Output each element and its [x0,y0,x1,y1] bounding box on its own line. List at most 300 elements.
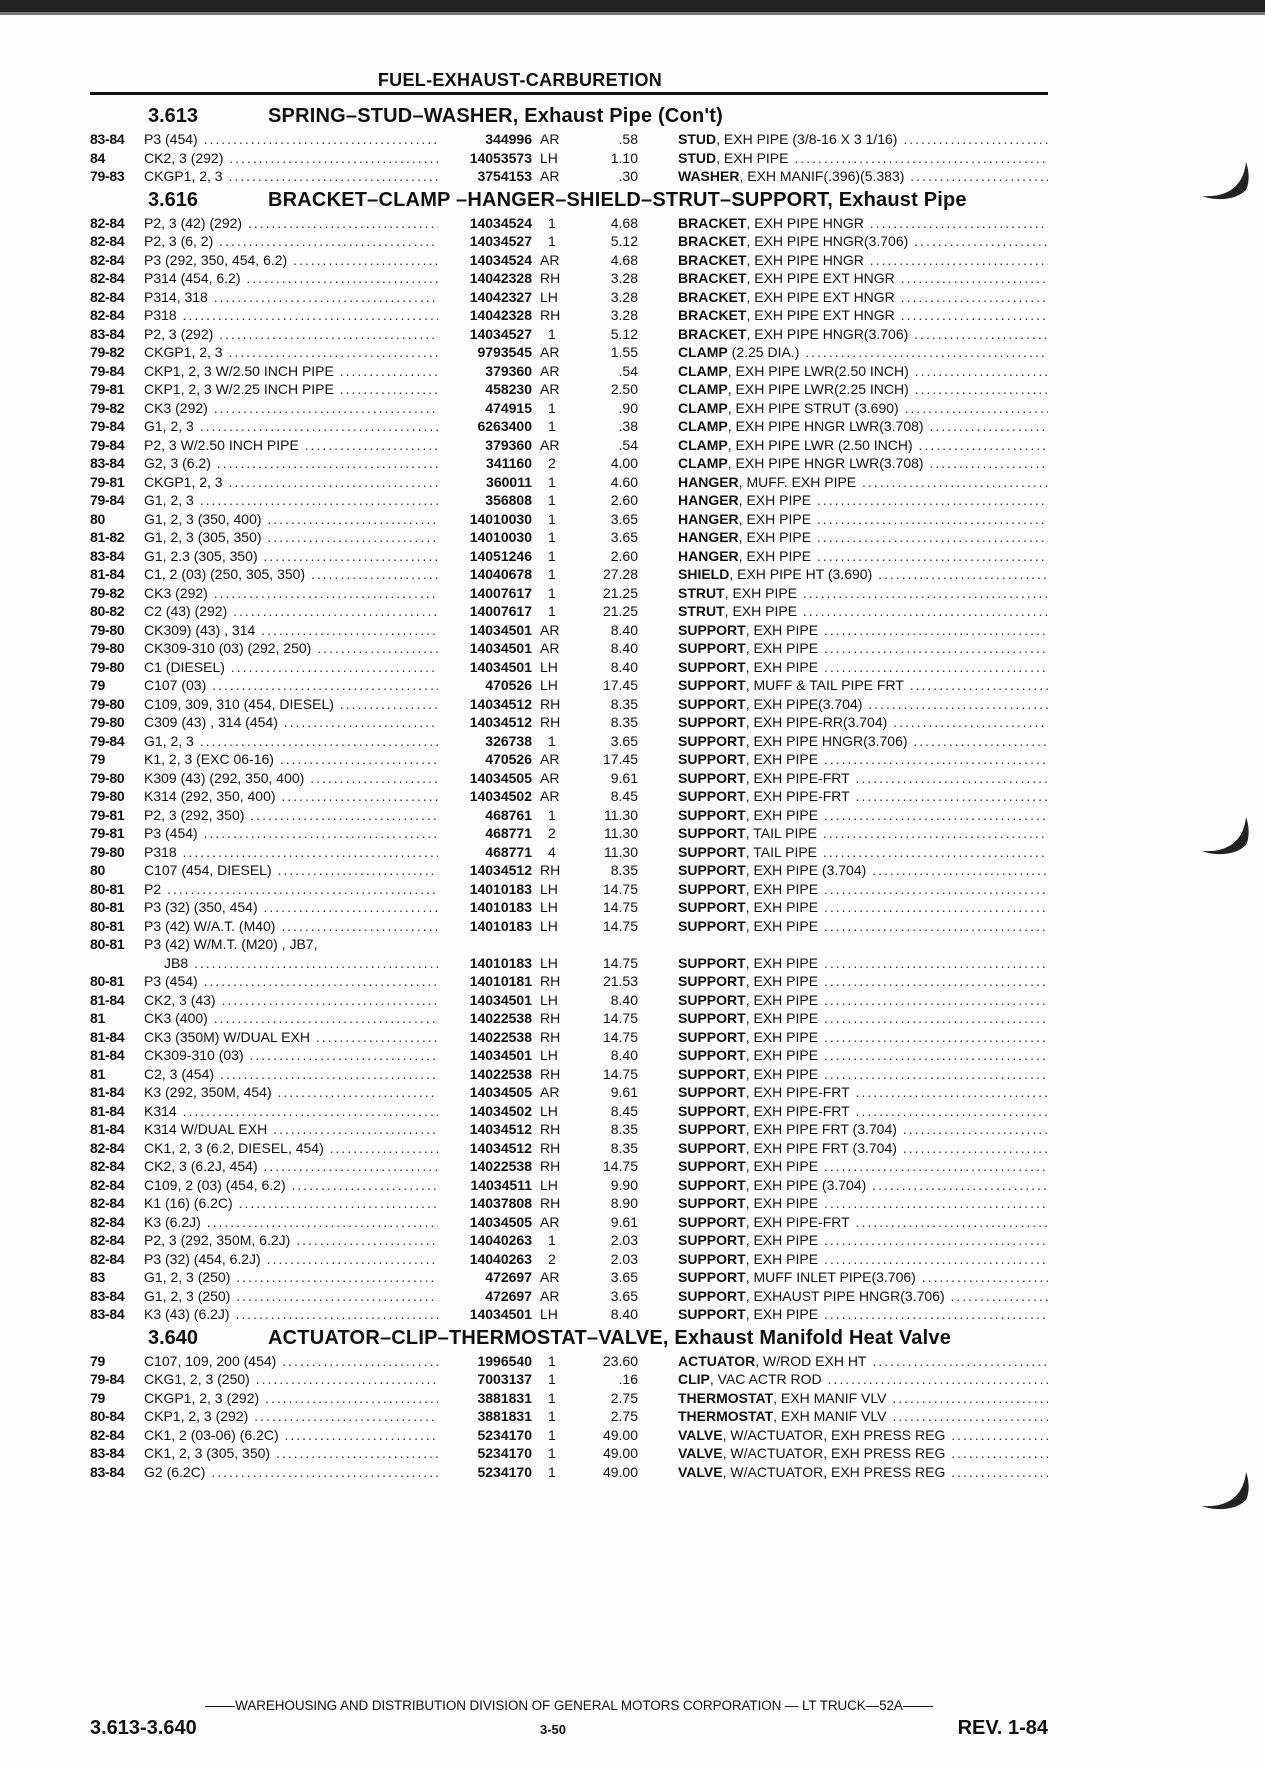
part-number: 458230 [485,381,532,397]
quantity: 1 [548,1232,556,1248]
price: 4.00 [610,455,638,471]
part-description [678,972,1048,991]
model-years: 79-80 [90,788,125,804]
model-years: 81-84 [90,1084,125,1100]
part-description [678,473,1048,492]
part-detail: , EXH PIPE [724,584,798,601]
part-description [678,1250,1048,1269]
model-years: 82-84 [90,307,125,323]
model-years: 82-84 [90,1250,125,1267]
model-applicability: CK309) (43) , 314 ..... [144,621,438,640]
quantity: LH [540,954,558,971]
part-number: 14034501 [469,991,532,1008]
part-number: 3881831 [477,1389,532,1406]
price: 2.50 [610,381,638,397]
parts-row [90,565,1048,584]
model-years: 79-80 [90,658,125,675]
part-number: 14034501 [469,658,532,675]
part-description [678,269,1048,288]
section-number: 3.640 [148,1326,199,1349]
model-applicability: P314, 318 ..... [144,288,438,307]
price: .58 [618,131,638,147]
page-title: FUEL-EXHAUST-CARBURETION [377,70,663,90]
model-applicability: K3 (6.2J) ..... [144,1213,438,1232]
price: .90 [618,399,638,416]
part-description [678,362,1048,381]
part-name: SUPPORT [678,695,746,712]
quantity: AR [540,1213,560,1230]
part-description [678,769,1048,788]
model-years: 79-84 [90,492,125,508]
part-number: 14034524 [469,251,532,268]
part-number: 14010183 [469,880,532,897]
part-description [678,1157,1048,1176]
quantity: RH [540,270,561,286]
quantity: 1 [548,529,556,545]
model-years: 83-84 [90,1306,125,1322]
part-detail: , EXH PIPE [745,880,819,897]
price: 8.35 [610,695,638,712]
parts-row [90,1463,1048,1482]
price: 3.28 [610,307,638,323]
part-description [678,1213,1048,1232]
part-description [678,288,1048,307]
model-years: 80-81 [90,899,125,915]
quantity: LH [540,1176,558,1193]
price: 27.28 [602,566,638,582]
part-description [678,1028,1048,1047]
model-years: 80-81 [90,880,125,897]
price: 2.03 [610,1232,638,1248]
part-number: 14034512 [469,714,532,730]
part-detail: , EXH PIPE LWR(2.25 INCH) [727,381,909,397]
part-number: 1996540 [477,1352,532,1369]
model-applicability: P3 (454) ..... [144,972,438,991]
part-description [678,676,1048,695]
part-detail: , EXH MANIF(.396)(5.383) [739,168,905,184]
part-name: STRUT [678,603,725,619]
footer-page-number: 3-50 [540,1722,567,1737]
part-number: 14010030 [469,529,532,545]
quantity: 1 [548,233,556,249]
part-name: SUPPORT [678,1028,746,1045]
quantity: AR [540,769,560,786]
part-number: 14042328 [469,307,532,323]
parts-row [90,1231,1048,1250]
section-title: BRACKET–CLAMP –HANGER–SHIELD–STRUT–SUPPORT, Exhaust Pipe [268,188,967,211]
parts-row [90,1287,1048,1306]
model-years: 79-83 [90,168,125,184]
quantity: LH [540,899,558,915]
price: 11.30 [604,806,638,823]
quantity: 1 [548,806,556,823]
part-detail: , W/ACTUATOR, EXH PRESS REG [722,1463,946,1480]
part-name: SUPPORT [678,1195,746,1211]
model-applicability: G1, 2, 3 ..... [144,491,438,510]
part-description [678,1463,1048,1482]
model-years: 80 [90,510,105,527]
parts-row [90,491,1048,510]
part-number: 14022538 [469,1065,532,1082]
model-applicability: P3 (32) (454, 6.2J) ..... [144,1250,438,1269]
part-detail: , EXH PIPE [745,1232,819,1248]
price: 49.00 [602,1463,638,1480]
model-years: 79-81 [90,381,125,397]
model-years: 79-81 [90,806,125,823]
part-name: CLAMP [678,362,728,379]
part-detail: , W/ACTUATOR, EXH PRESS REG [722,1426,946,1443]
part-number: 14034502 [469,1102,532,1119]
quantity: 1 [548,214,556,231]
parts-row [90,639,1048,658]
part-description [678,547,1048,566]
part-detail: , EXH PIPE [738,547,812,564]
model-applicability: K1 (16) (6.2C) ..... [144,1194,438,1213]
parts-row [90,880,1048,899]
quantity: 1 [548,603,556,619]
price: 8.40 [610,1047,638,1063]
price: 8.35 [610,1121,638,1137]
part-number: 14010030 [469,510,532,527]
part-number: 470526 [485,751,532,767]
part-number: 14007617 [469,603,532,619]
model-years: 82-84 [90,1176,125,1193]
part-number: 14007617 [469,584,532,601]
part-name: SUPPORT [678,1287,746,1304]
model-applicability: P3 (454) ..... [144,130,438,149]
part-name: HANGER [678,529,739,545]
model-years: 81-84 [90,1047,125,1063]
model-applicability: G2 (6.2C) ..... [144,1463,438,1482]
part-number: 472697 [485,1287,532,1304]
quantity: 4 [548,843,556,860]
part-name: SUPPORT [678,1065,746,1082]
model-applicability: CKGP1, 2, 3 ..... [144,473,438,492]
model-applicability: CKGP1, 2, 3 (292) ..... [144,1389,438,1408]
part-name: VALVE [678,1445,723,1461]
parts-row [90,787,1048,806]
parts-row [90,1028,1048,1047]
part-number: 14053573 [469,149,532,166]
model-applicability: C2 (43) (292) ..... [144,602,438,621]
part-name: SUPPORT [678,714,746,730]
model-applicability: C1, 2 (03) (250, 305, 350) ..... [144,565,438,584]
model-years: 81-84 [90,566,125,582]
part-number: 9793545 [477,344,532,360]
part-detail: , EXH PIPE [724,603,798,619]
model-applicability: CKGP1, 2, 3 ..... [144,343,438,362]
part-name: ACTUATOR [678,1352,756,1369]
part-number: 14010183 [469,899,532,915]
part-description [678,1352,1048,1371]
quantity: 1 [548,584,556,601]
model-years: 79 [90,751,105,767]
parts-row [90,417,1048,436]
parts-row [90,1268,1048,1287]
quantity: 1 [548,547,556,564]
model-applicability: K3 (292, 350M, 454) ..... [144,1083,438,1102]
parts-row [90,695,1048,714]
parts-row [90,1250,1048,1269]
part-name: SUPPORT [678,806,746,823]
price: 3.65 [610,732,638,749]
parts-row [90,343,1048,362]
part-description [678,1426,1048,1445]
part-description [678,1407,1048,1426]
part-name: SUPPORT [678,1102,746,1119]
section-title: SPRING–STUD–WASHER, Exhaust Pipe (Con't) [268,105,724,127]
part-detail: , EXH PIPE LWR(2.50 INCH) [727,362,909,379]
part-detail: , EXH PIPE FRT (3.704) [745,1139,897,1156]
catalog-section [90,105,1048,186]
model-years: 79-80 [90,621,125,638]
part-name: SUPPORT [678,1269,746,1285]
model-years: 82-84 [90,1195,125,1211]
quantity: AR [540,751,560,767]
model-years: 81-82 [90,529,125,545]
model-years: 79-84 [90,732,125,749]
quantity: 2 [548,1250,556,1267]
part-number: 14010183 [469,954,532,971]
model-applicability: G1, 2, 3 (250) ..... [144,1287,438,1306]
part-detail: , EXH PIPE HNGR(3.706) [745,732,908,749]
quantity: RH [540,1158,561,1174]
parts-row [90,861,1048,880]
price: 8.35 [610,714,638,730]
price: 14.75 [602,880,638,897]
price: 3.28 [610,270,638,286]
part-description [678,639,1048,658]
model-applicability: P2, 3 (42) (292) ..... [144,214,438,233]
part-description [678,1083,1048,1102]
part-name: SUPPORT [678,640,746,656]
price: 14.75 [602,917,638,934]
part-name: WASHER [678,168,740,184]
part-detail: , EXH PIPE HNGR LWR(3.708) [727,455,924,471]
part-number: 356808 [485,492,532,508]
model-applicability: P3 (42) W/M.T. (M20) , JB7, [144,936,318,952]
parts-row [90,1444,1048,1463]
part-detail: , W/ROD EXH HT [755,1352,867,1369]
quantity: 1 [548,325,556,342]
quantity: 1 [548,732,556,749]
part-detail: , EXH PIPE HNGR [746,251,864,268]
price: .54 [618,362,638,379]
part-number: 14034527 [469,325,532,342]
part-detail: , EXH PIPE-FRT [745,1084,850,1100]
price: 8.40 [610,991,638,1008]
part-detail: , EXH PIPE HNGR(3.706) [746,233,909,249]
model-applicability: G1, 2, 3 ..... [144,417,438,436]
model-applicability: K309 (43) (292, 350, 400) ..... [144,769,438,788]
price: 14.75 [602,1028,638,1045]
part-name: SUPPORT [678,769,746,786]
parts-row [90,1370,1048,1389]
footer-section-range: 3.613-3.640 [90,1717,197,1739]
price: 2.75 [610,1389,638,1406]
model-years: 81-84 [90,991,125,1008]
part-name: SUPPORT [678,1121,746,1137]
parts-row [90,658,1048,677]
parts-row [90,510,1048,529]
model-applicability: P2, 3 W/2.50 INCH PIPE ..... [144,436,438,455]
price: 8.45 [610,788,638,804]
section-number: 3.613 [148,105,199,127]
parts-row [90,473,1048,492]
part-description [678,1389,1048,1408]
price: 11.30 [604,825,638,841]
part-name: SUPPORT [678,1232,746,1248]
price: 8.40 [610,1306,638,1322]
part-number: 14037808 [469,1195,532,1211]
model-applicability: G1, 2, 3 ..... [144,732,438,751]
price: 14.75 [602,1158,638,1174]
part-number: 14034501 [469,1047,532,1063]
part-description [678,695,1048,714]
quantity: AR [540,640,560,656]
price: 3.28 [610,288,638,305]
quantity: RH [540,1121,561,1137]
part-name: VALVE [678,1426,723,1443]
part-detail: , EXH PIPE-FRT [745,769,850,786]
model-applicability: CKP1, 2, 3 W/2.50 INCH PIPE ..... [144,362,438,381]
part-detail: , EXH PIPE(3.704) [745,695,863,712]
model-years: 82-84 [90,1139,125,1156]
price: 9.61 [610,769,638,786]
part-number: 14034527 [469,233,532,249]
part-detail: , EXH PIPE [738,492,812,508]
model-years: 82-84 [90,233,125,249]
price: 49.00 [602,1426,638,1443]
price: 5.12 [610,325,638,342]
model-years: 80-82 [90,603,125,619]
part-detail: , EXH MANIF VLV [773,1408,887,1424]
part-description [678,880,1048,899]
model-years: 79-84 [90,362,125,379]
part-detail: , TAIL PIPE [745,843,818,860]
price: 23.60 [602,1352,638,1369]
model-applicability: CK3 (292) ..... [144,399,438,418]
part-description [678,565,1048,584]
price: 8.40 [610,621,638,638]
quantity: 1 [548,1352,556,1369]
part-description [678,806,1048,825]
part-description [678,1120,1048,1139]
part-description [678,1139,1048,1158]
part-detail: (2.25 DIA.) [727,344,800,360]
parts-row [90,1426,1048,1445]
part-description [678,861,1048,880]
price: 8.35 [610,1139,638,1156]
quantity: AR [540,621,560,638]
part-detail: , TAIL PIPE [745,825,818,841]
part-description [678,528,1048,547]
part-description [678,750,1048,769]
model-applicability: P2 ..... [144,880,438,899]
parts-row [90,1102,1048,1121]
model-years: 84 [90,149,105,166]
model-applicability: G1, 2, 3 (250) ..... [144,1268,438,1287]
part-number: 14034512 [469,695,532,712]
model-applicability: K314 ..... [144,1102,438,1121]
part-number: 3754153 [477,168,532,184]
parts-row [90,1305,1048,1324]
part-description [678,584,1048,603]
quantity: LH [540,1047,558,1063]
parts-row [90,584,1048,603]
quantity: AR [540,251,560,268]
part-number: 14034501 [469,621,532,638]
model-applicability: CK1, 2, 3 (6.2, DIESEL, 454) ..... [144,1139,438,1158]
binder-hole-icon [1198,1470,1250,1514]
parts-row [90,806,1048,825]
catalog-section [90,1327,1048,1482]
model-years: 83 [90,1269,105,1285]
part-detail: , EXH PIPE [745,806,819,823]
quantity: AR [540,168,560,184]
model-years: 79-80 [90,695,125,712]
quantity: LH [540,149,558,166]
parts-row [90,954,1048,973]
model-applicability: C107, 109, 200 (454) ..... [144,1352,438,1371]
part-detail: , EXH MANIF VLV [773,1389,887,1406]
price: 1.55 [610,344,638,360]
top-border [0,0,1265,12]
model-years: 81 [90,1010,105,1026]
top-border-shadow [0,12,1265,15]
quantity: AR [540,131,560,147]
parts-row [90,232,1048,251]
price: 9.61 [610,1213,638,1230]
price: 8.40 [610,658,638,675]
model-years: 81-84 [90,1121,125,1137]
model-years: 79-81 [90,473,125,490]
part-detail: , EXH PIPE [745,899,819,915]
price: .16 [618,1371,638,1387]
part-name: SUPPORT [678,991,746,1008]
model-applicability: CK1, 2, 3 (305, 350) ..... [144,1444,438,1463]
parts-catalog [90,102,1048,1481]
price: 3.65 [610,1269,638,1285]
part-detail: , EXHAUST PIPE HNGR(3.706) [745,1287,945,1304]
part-detail: , EXH PIPE [745,954,819,971]
model-applicability: P2, 3 (292, 350M, 6.2J) ..... [144,1231,438,1250]
quantity: LH [540,1102,558,1119]
model-applicability: CKGP1, 2, 3 ..... [144,167,438,186]
quantity: 1 [548,473,556,490]
parts-row [90,1083,1048,1102]
parts-row [90,750,1048,769]
parts-row [90,898,1048,917]
part-description [678,149,1048,168]
part-detail: , EXH PIPE (3.704) [745,862,867,878]
parts-row [90,251,1048,270]
price: 8.40 [610,640,638,656]
model-years: 82-84 [90,251,125,268]
part-name: SUPPORT [678,1139,746,1156]
model-years: 82-84 [90,270,125,286]
model-years: 83-84 [90,547,125,564]
price: 11.30 [604,843,638,860]
part-detail: , EXH PIPE HNGR [746,214,864,231]
model-applicability: P2, 3 (6, 2) ..... [144,232,438,251]
model-applicability: P2, 3 (292) ..... [144,325,438,344]
parts-row [90,935,1048,954]
part-number: 14022538 [469,1028,532,1045]
model-applicability: CK1, 2 (03-06) (6.2C) ..... [144,1426,438,1445]
parts-row [90,1139,1048,1158]
part-description [678,713,1048,732]
